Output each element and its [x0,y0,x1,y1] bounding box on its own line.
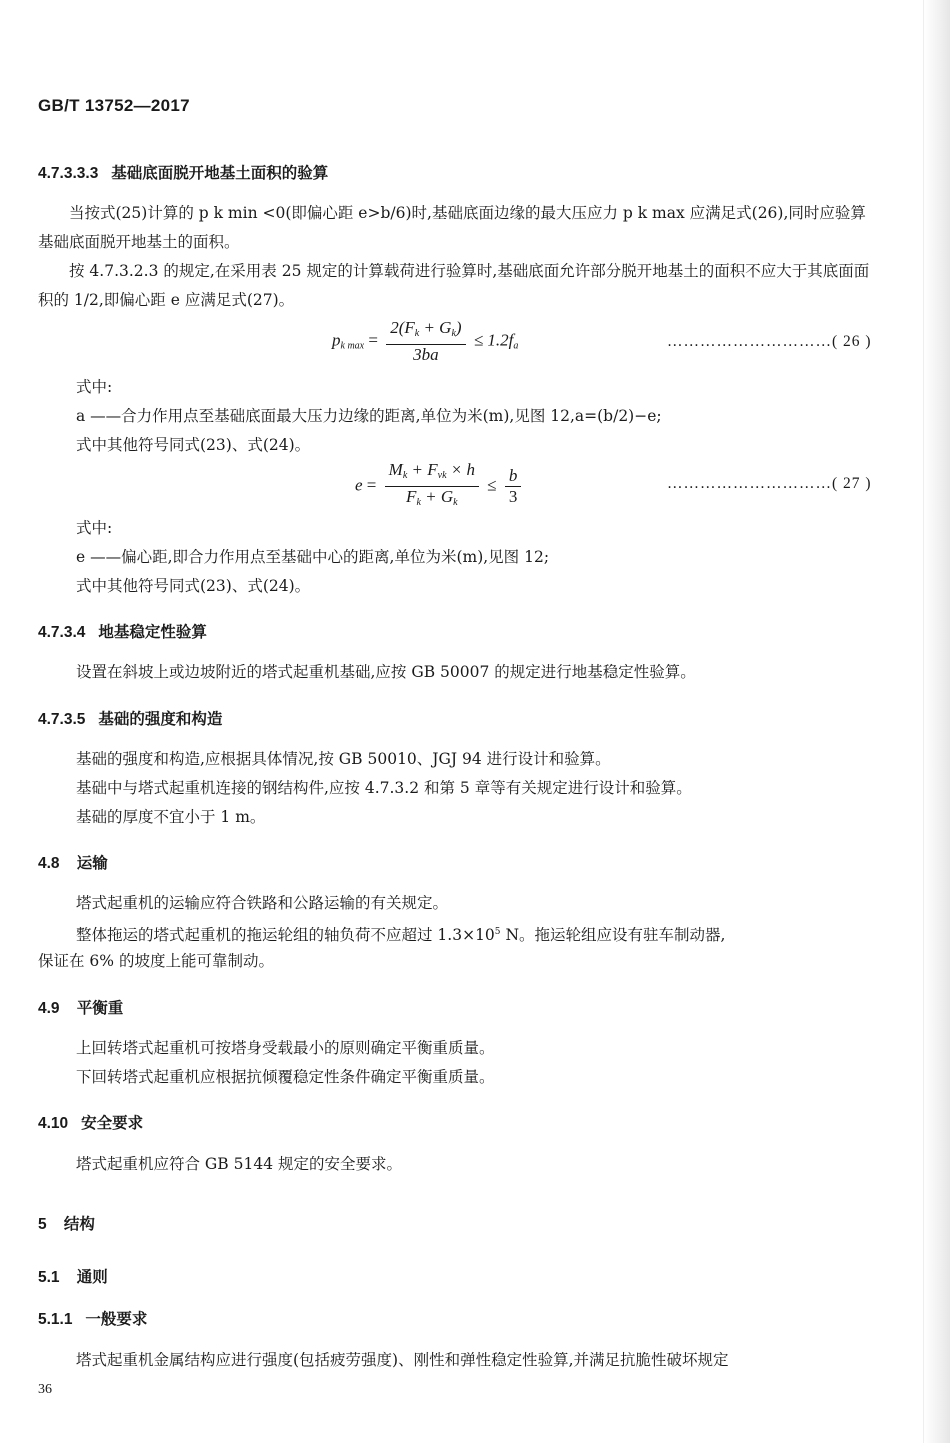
eq-num-b: + G [419,318,452,337]
section-number: 5 [38,1216,47,1233]
eq-num-sub: k [414,328,420,339]
eq-num-a: 2(F [390,318,415,337]
paragraph [76,918,725,950]
section-number: 4.7.3.5 [38,711,86,728]
section-heading-4-7-3-5 [38,707,222,729]
paragraph-continuation: 保证在 6% 的坡度上能可靠制动。 [38,952,274,970]
paragraph: 按 4.7.3.2.3 的规定,在采用表 25 规定的计算载荷进行验算时,基础底面允许部分脱开地基土的面积不应大于其底面面积的 1/2,即偏心距 e 应满足式(27)。 [38,262,870,309]
eq-lhs: p [332,330,341,350]
section-number: 5.1 [38,1269,60,1286]
paragraph: 基础中与塔式起重机连接的钢结构件,应按 4.7.3.2 和第 5 章等有关规定进行设计和验算。 [76,779,692,797]
eq-num-c: ) [455,318,462,337]
eq-den-a: F [406,487,417,506]
eq-num-c: × h [446,460,475,479]
page-edge-shadow [923,0,950,1443]
section-title: 运输 [76,855,108,872]
where-label: 式中: [76,519,113,537]
section-number: 5.1.1 [38,1311,73,1328]
text-run: 整体拖运的塔式起重机的拖运轮组的轴负荷不应超过 1.3×10 [76,926,495,945]
eq-num-sub: k [402,470,408,481]
section-number: 4.9 [38,1000,60,1017]
section-heading-4-8 [38,851,108,873]
section-title: 平衡重 [76,1000,124,1017]
equation-number-26: …………………………( 26 ) [667,333,872,350]
section-heading-4-9 [38,996,123,1018]
eq-num-sub: k [451,328,456,339]
where-label: 式中: [76,378,113,396]
paragraph: 当按式(25)计算的 p k min <0(即偏心距 e>b/6)时,基础底面边缘的最大压应力 p k max 应满足式(26),同时应验算基础底面脱开地基土的面积。 [38,204,866,251]
superscript: 5 [494,927,501,937]
section-number: 4.7.3.4 [38,624,86,641]
eq-le: ≤ [487,475,497,495]
eq-denominator: 3ba [413,345,439,364]
text-run: N。拖运轮组应设有驻车制动器, [500,926,726,945]
equation-27 [355,460,525,513]
section-heading-4-10 [38,1111,143,1133]
section-number: 4.10 [38,1115,69,1132]
section-heading-5-1 [38,1265,108,1287]
symbol-definition-a: a ——合力作用点至基础底面最大压力边缘的距离,单位为米(m),见图 12,a=(b/2)−e; [76,407,662,425]
section-number: 4.8 [38,855,60,872]
eq-den-b: + G [420,487,454,506]
eq-rhs-numerator: b [505,466,522,487]
page-number: 36 [38,1382,52,1397]
eq-num-b: + F [407,460,438,479]
eq-lhs: e [355,475,363,495]
eq-fraction-rhs [505,466,522,507]
section-title: 基础底面脱开地基土面积的验算 [111,165,329,182]
eq-num-sub: vk [437,470,447,481]
equation-26 [332,318,518,365]
paragraph: 设置在斜坡上或边坡附近的塔式起重机基础,应按 GB 50007 的规定进行地基稳定性验算。 [76,663,696,681]
other-symbols-note: 式中其他符号同式(23)、式(24)。 [76,436,311,454]
paragraph: 基础的强度和构造,应根据具体情况,按 GB 50010、JGJ 94 进行设计和验算。 [76,750,611,768]
section-heading-4-7-3-4 [38,620,207,642]
section-heading-4-7-3-3-3 [38,161,328,183]
section-title: 基础的强度和构造 [98,711,223,728]
eq-rhs-denominator: 3 [508,487,518,506]
section-title: 通则 [76,1269,108,1286]
paragraph: 上回转塔式起重机可按塔身受载最小的原则确定平衡重质量。 [76,1039,495,1057]
eq-rhs-sub: a [513,340,519,352]
symbol-definition-e: e ——偏心距,即合力作用点至基础中心的距离,单位为米(m),见图 12; [76,548,550,566]
section-title: 一般要求 [85,1311,148,1328]
eq-numerator [385,460,479,487]
section-heading-5 [38,1212,95,1234]
section-body-4-7-3-3-3 [38,199,873,315]
eq-rhs: ≤ 1.2f [473,330,514,350]
section-title: 结构 [63,1216,95,1233]
eq-den-sub: k [416,497,421,508]
paragraph: 下回转塔式起重机应根据抗倾覆稳定性条件确定平衡重质量。 [76,1068,495,1086]
eq-lhs-sub: k max [340,340,365,352]
eq-denominator [385,487,479,513]
section-heading-5-1-1 [38,1307,147,1329]
equation-number-27: …………………………( 27 ) [667,475,872,492]
standard-code-header: GB/T 13752—2017 [38,96,190,115]
paragraph: 塔式起重机金属结构应进行强度(包括疲劳强度)、刚性和弹性稳定性验算,并满足抗脆性破坏规定 [76,1351,729,1369]
eq-fraction [386,318,465,365]
eq-numerator [386,318,465,345]
eq-num-a: M [388,460,403,479]
paragraph: 塔式起重机应符合 GB 5144 规定的安全要求。 [76,1155,403,1173]
eq-den-sub: k [453,497,458,508]
eq-equals: = [366,475,377,495]
paragraph: 基础的厚度不宜小于 1 m。 [76,808,266,826]
section-title: 安全要求 [81,1115,144,1132]
section-title: 地基稳定性验算 [98,624,207,641]
paragraph: 塔式起重机的运输应符合铁路和公路运输的有关规定。 [76,894,449,912]
eq-equals: = [368,330,378,350]
other-symbols-note: 式中其他符号同式(23)、式(24)。 [76,577,311,595]
section-number: 4.7.3.3.3 [38,165,99,182]
eq-fraction [385,460,479,513]
